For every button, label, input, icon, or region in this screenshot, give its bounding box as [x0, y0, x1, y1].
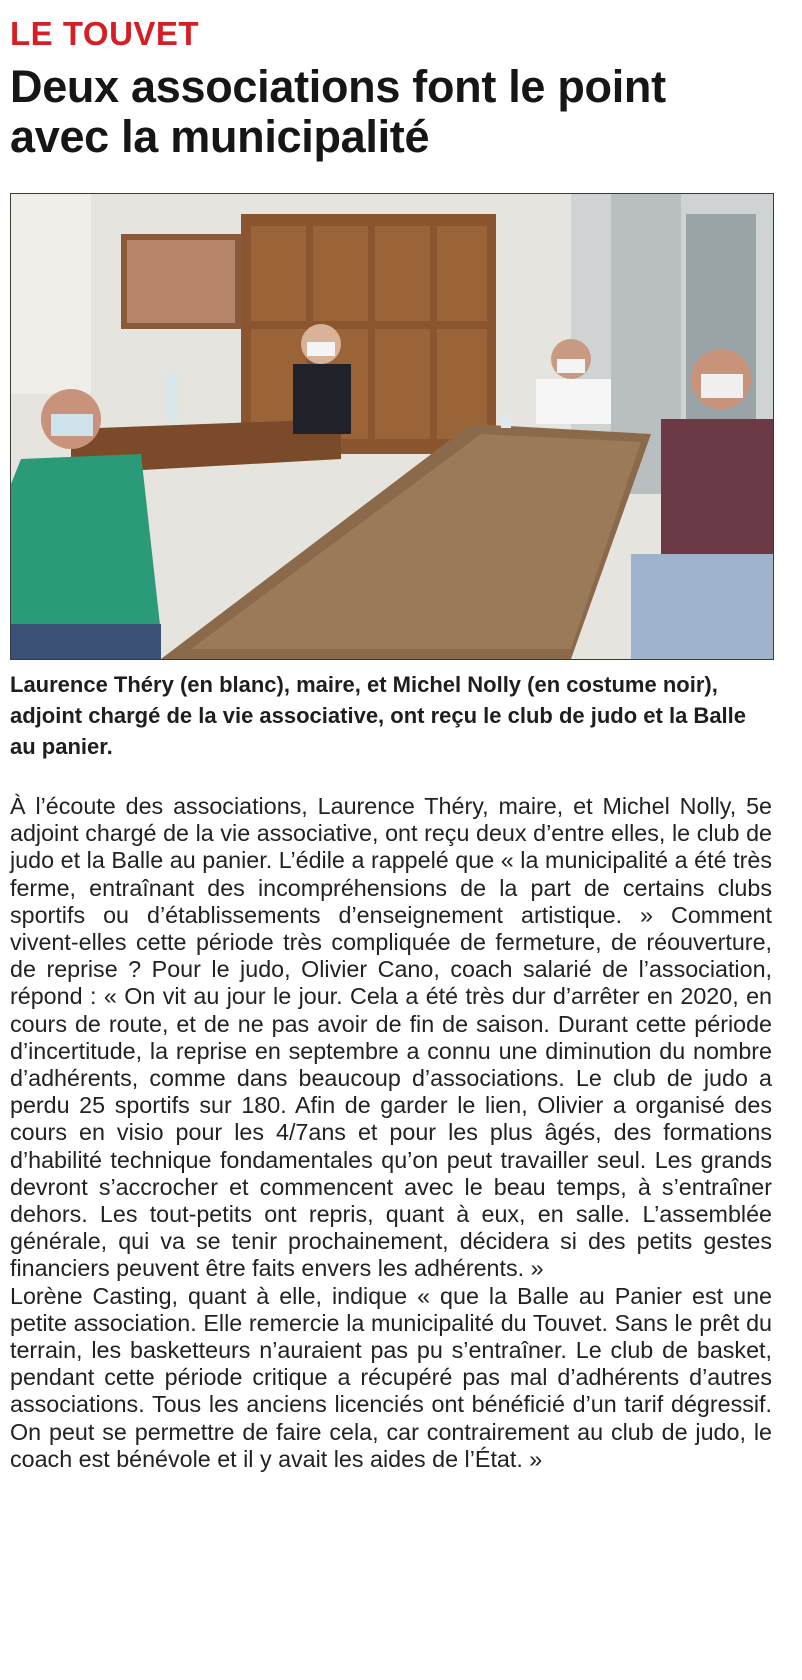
photo-caption: Laurence Théry (en blanc), maire, et Michel Nolly (en costume noir), adjoint chargé de la vie associative, ont reçu le club de judo et la Balle au panier. [10, 672, 747, 759]
article-headline [10, 62, 782, 162]
article-header [10, 14, 782, 162]
headline-line-1: Deux associations font le point [10, 61, 666, 112]
headline-line-2: avec la municipalité [10, 111, 430, 162]
body-paragraph-2: Lorène Casting, quant à elle, indique « que la Balle au Panier est une petite association. Elle remercie la municipalité du Touvet. Sans le prêt du terrain, les basketteurs n’auraient pas pu s’entraîner. Le club de basket, pendant cette période critique a récupéré pas mal d’adhérents d’autres associations. Tous les anciens licenciés ont bénéficié d’un tarif dégressif. On peut se permettre de faire cela, car contrairement au club de judo, le coach est bénévole et il y avait les aides de l’État. » [10, 1282, 772, 1472]
article-photo [10, 193, 774, 660]
body-paragraph-1: À l’écoute des associations, Laurence Théry, maire, et Michel Nolly, 5e adjoint chargé de la vie associative, ont reçu deux d’entre elles, le club de judo et la Balle au panier. L’édile a rappelé que « la municipalité a été très ferme, entraînant des incompréhensions de la part de certains clubs sportifs ou d’établissements d’enseignement artistique. » Comment vivent-elles cette période très compliquée de fermeture, de réouverture, de reprise ? Pour le judo, Olivier Cano, coach salarié de l’association, répond : « On vit au jour le jour. Cela a été très dur d’arrêter en 2020, en cours de route, et de ne pas avoir de fin de saison. Durant cette période d’incertitude, la reprise en septembre a connu une diminution du nombre d’adhérents, comme dans beaucoup d’associations. Le club de judo a perdu 25 sportifs sur 180. Afin de garder le lien, Olivier a organisé des cours en visio pour les 4/7ans et pour les plus âgés, des formations d’habilité technique fondamentales qu’on peut travailler seul. Les grands devront s’accrocher et commencent avec le beau temps, à s’entraîner dehors. Les tout-petits ont repris, quant à eux, en salle. L’assemblée générale, qui va se tenir prochainement, décidera si des petits gestes financiers peuvent être faits envers les adhérents. » [10, 793, 772, 1282]
article-body [10, 793, 772, 1473]
section-kicker: LE TOUVET [10, 15, 200, 52]
meeting-photo-illustration [11, 194, 773, 659]
